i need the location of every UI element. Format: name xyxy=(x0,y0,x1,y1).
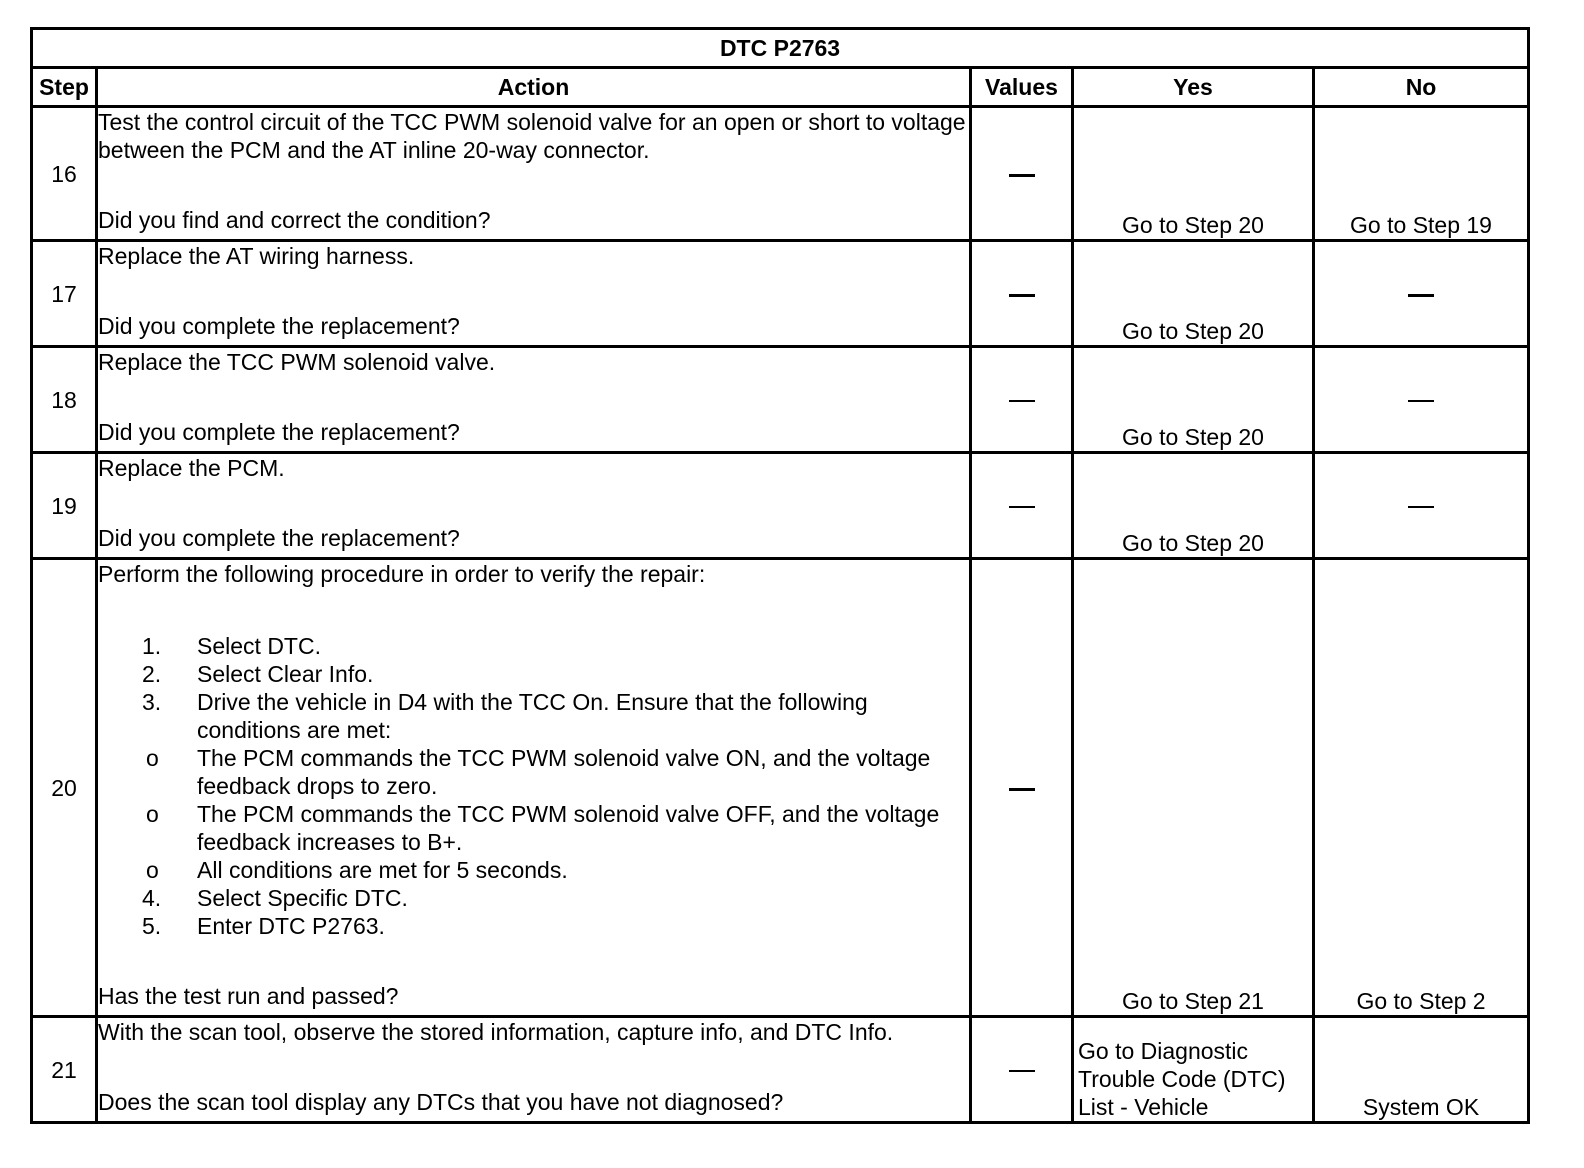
condition-item: o The PCM commands the TCC PWM solenoid valve OFF, and the voltage feedback increases to B+. xyxy=(146,801,940,855)
action-cell xyxy=(97,453,971,559)
values-cell xyxy=(971,453,1073,559)
action-question: Has the test run and passed? xyxy=(98,983,399,1009)
dash-mark xyxy=(1009,1070,1035,1072)
step-number: 17 xyxy=(32,241,97,347)
table-row xyxy=(32,347,1529,453)
header-yes: Yes xyxy=(1073,68,1314,107)
header-step: Step xyxy=(32,68,97,107)
dtc-table xyxy=(30,27,1530,1124)
action-text: With the scan tool, observe the stored information, capture info, and DTC Info. xyxy=(98,1019,894,1045)
header-action: Action xyxy=(97,68,971,107)
action-question: Did you find and correct the condition? xyxy=(98,207,491,233)
no-cell: Go to Step 2 xyxy=(1314,559,1529,1017)
table-row xyxy=(32,453,1529,559)
header-no: No xyxy=(1314,68,1529,107)
action-cell xyxy=(97,347,971,453)
action-text: Test the control circuit of the TCC PWM solenoid valve for an open or short to voltage between the PCM and the AT inline 20-way connector. xyxy=(98,109,966,163)
no-cell: System OK xyxy=(1314,1017,1529,1123)
yes-cell: Go to Step 20 xyxy=(1073,347,1314,453)
values-cell xyxy=(971,107,1073,241)
condition-item: o The PCM commands the TCC PWM solenoid valve ON, and the voltage feedback drops to zero. xyxy=(146,745,931,799)
dash-mark xyxy=(1408,506,1434,508)
dash-mark xyxy=(1408,400,1434,402)
no-cell: Go to Step 19 xyxy=(1314,107,1529,241)
action-question: Did you complete the replacement? xyxy=(98,419,460,445)
action-text: Replace the AT wiring harness. xyxy=(98,243,415,269)
no-cell xyxy=(1314,241,1529,347)
step-number: 19 xyxy=(32,453,97,559)
values-cell xyxy=(971,241,1073,347)
table-row xyxy=(32,559,1529,1017)
table-title: DTC P2763 xyxy=(32,29,1529,68)
dash-mark xyxy=(1009,174,1035,177)
action-question: Did you complete the replacement? xyxy=(98,313,460,339)
procedure-step: 4. Select Specific DTC. xyxy=(142,885,408,911)
action-question: Did you complete the replacement? xyxy=(98,525,460,551)
no-cell xyxy=(1314,453,1529,559)
action-question: Does the scan tool display any DTCs that you have not diagnosed? xyxy=(98,1089,784,1115)
dash-mark xyxy=(1009,294,1035,297)
values-cell xyxy=(971,559,1073,1017)
action-cell xyxy=(97,559,971,1017)
table-row xyxy=(32,1017,1529,1123)
dash-mark xyxy=(1009,788,1035,791)
values-cell xyxy=(971,1017,1073,1123)
action-cell xyxy=(97,1017,971,1123)
procedure-list xyxy=(98,632,969,940)
values-cell xyxy=(971,347,1073,453)
procedure-step: 2. Select Clear Info. xyxy=(142,661,374,687)
yes-cell: Go to Step 20 xyxy=(1073,453,1314,559)
header-row xyxy=(32,68,1529,107)
step-number: 16 xyxy=(32,107,97,241)
action-text: Replace the TCC PWM solenoid valve. xyxy=(98,349,496,375)
action-cell xyxy=(97,241,971,347)
header-values: Values xyxy=(971,68,1073,107)
step-number: 21 xyxy=(32,1017,97,1123)
action-cell xyxy=(97,107,971,241)
no-cell xyxy=(1314,347,1529,453)
action-text: Replace the PCM. xyxy=(98,455,285,481)
yes-cell: Go to Step 21 xyxy=(1073,559,1314,1017)
procedure-step: 3. Drive the vehicle in D4 with the TCC On. Ensure that the following conditions are met: o The PCM commands the TCC PWM solenoid valve ON, and the voltage feedback drops to zero. o The PCM commands the TCC PWM solenoid valve OFF, and the voltage feedback increases to B+. o All conditions are met for 5 seconds. xyxy=(98,688,969,884)
procedure-step: 5. Enter DTC P2763. xyxy=(142,913,385,939)
table-row xyxy=(32,241,1529,347)
step-number: 18 xyxy=(32,347,97,453)
yes-cell: Go to Step 20 xyxy=(1073,107,1314,241)
condition-list xyxy=(98,744,969,884)
dash-mark xyxy=(1009,506,1035,508)
yes-cell: Go to Diagnostic Trouble Code (DTC) List - Vehicle xyxy=(1073,1017,1314,1123)
dash-mark xyxy=(1408,294,1434,297)
table-row xyxy=(32,107,1529,241)
step-number: 20 xyxy=(32,559,97,1017)
action-text: Perform the following procedure in order to verify the repair: xyxy=(98,561,706,587)
condition-item: o All conditions are met for 5 seconds. xyxy=(146,857,568,883)
dash-mark xyxy=(1009,400,1035,402)
procedure-step: 1. Select DTC. xyxy=(142,633,321,659)
yes-cell: Go to Step 20 xyxy=(1073,241,1314,347)
